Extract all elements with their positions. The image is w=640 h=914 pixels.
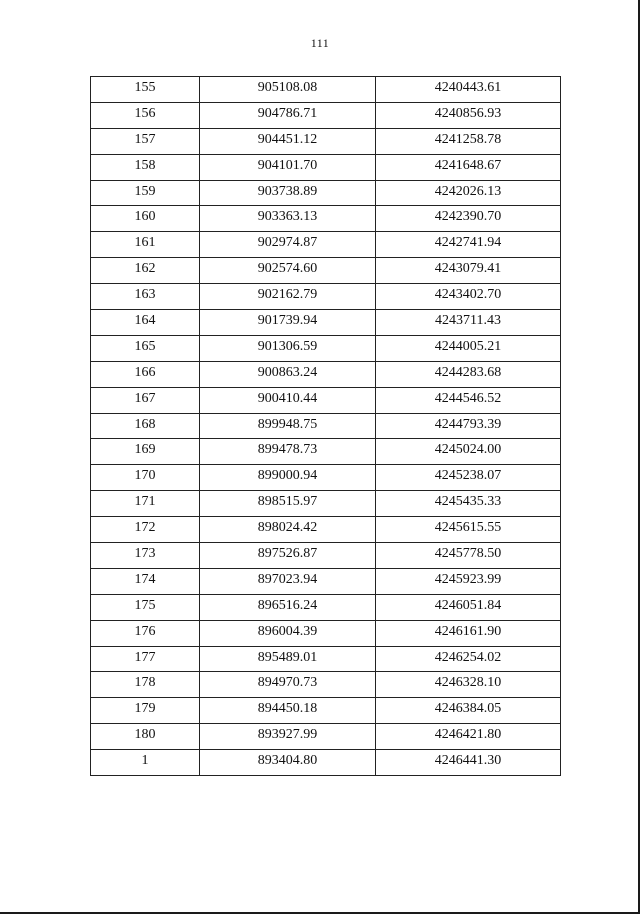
x-coordinate-cell: 894450.18 [200,698,376,724]
point-id-cell: 173 [91,543,200,569]
x-coordinate-cell: 900410.44 [200,387,376,413]
point-id-cell: 175 [91,594,200,620]
point-id-cell: 170 [91,465,200,491]
x-coordinate-cell: 901306.59 [200,335,376,361]
table-row [91,387,561,413]
x-coordinate-cell: 893927.99 [200,724,376,750]
table-row [91,310,561,336]
table-row [91,361,561,387]
point-id-cell: 155 [91,77,200,103]
y-coordinate-cell: 4242026.13 [376,180,561,206]
x-coordinate-cell: 898515.97 [200,491,376,517]
x-coordinate-cell: 899000.94 [200,465,376,491]
y-coordinate-cell: 4242390.70 [376,206,561,232]
y-coordinate-cell: 4244546.52 [376,387,561,413]
x-coordinate-cell: 901739.94 [200,310,376,336]
y-coordinate-cell: 4243402.70 [376,284,561,310]
y-coordinate-cell: 4244793.39 [376,413,561,439]
point-id-cell: 166 [91,361,200,387]
x-coordinate-cell: 896516.24 [200,594,376,620]
x-coordinate-cell: 900863.24 [200,361,376,387]
table-row [91,128,561,154]
x-coordinate-cell: 902574.60 [200,258,376,284]
table-row [91,439,561,465]
table-row [91,258,561,284]
y-coordinate-cell: 4241258.78 [376,128,561,154]
point-id-cell: 158 [91,154,200,180]
x-coordinate-cell: 895489.01 [200,646,376,672]
table-row [91,284,561,310]
table-row [91,413,561,439]
point-id-cell: 180 [91,724,200,750]
point-id-cell: 172 [91,517,200,543]
point-id-cell: 168 [91,413,200,439]
table-row [91,491,561,517]
x-coordinate-cell: 902162.79 [200,284,376,310]
x-coordinate-cell: 896004.39 [200,620,376,646]
table-row [91,465,561,491]
x-coordinate-cell: 899478.73 [200,439,376,465]
y-coordinate-cell: 4246441.30 [376,750,561,776]
point-id-cell: 156 [91,102,200,128]
table-row [91,568,561,594]
point-id-cell: 179 [91,698,200,724]
point-id-cell: 167 [91,387,200,413]
y-coordinate-cell: 4246161.90 [376,620,561,646]
table-row [91,77,561,103]
y-coordinate-cell: 4243079.41 [376,258,561,284]
table-row [91,750,561,776]
point-id-cell: 177 [91,646,200,672]
x-coordinate-cell: 905108.08 [200,77,376,103]
point-id-cell: 169 [91,439,200,465]
y-coordinate-cell: 4245024.00 [376,439,561,465]
table-row [91,232,561,258]
x-coordinate-cell: 903363.13 [200,206,376,232]
coordinate-table [90,76,561,776]
y-coordinate-cell: 4240856.93 [376,102,561,128]
x-coordinate-cell: 897526.87 [200,543,376,569]
x-coordinate-cell: 904101.70 [200,154,376,180]
y-coordinate-cell: 4246384.05 [376,698,561,724]
x-coordinate-cell: 899948.75 [200,413,376,439]
x-coordinate-cell: 893404.80 [200,750,376,776]
point-id-cell: 161 [91,232,200,258]
point-id-cell: 165 [91,335,200,361]
table-row [91,102,561,128]
table-row [91,724,561,750]
y-coordinate-cell: 4246254.02 [376,646,561,672]
point-id-cell: 164 [91,310,200,336]
table-row [91,543,561,569]
table-row [91,594,561,620]
table-row [91,206,561,232]
y-coordinate-cell: 4246421.80 [376,724,561,750]
point-id-cell: 163 [91,284,200,310]
point-id-cell: 176 [91,620,200,646]
y-coordinate-cell: 4241648.67 [376,154,561,180]
point-id-cell: 178 [91,672,200,698]
y-coordinate-cell: 4245238.07 [376,465,561,491]
y-coordinate-cell: 4244005.21 [376,335,561,361]
point-id-cell: 1 [91,750,200,776]
y-coordinate-cell: 4242741.94 [376,232,561,258]
x-coordinate-cell: 903738.89 [200,180,376,206]
y-coordinate-cell: 4243711.43 [376,310,561,336]
table-row [91,517,561,543]
point-id-cell: 171 [91,491,200,517]
point-id-cell: 174 [91,568,200,594]
x-coordinate-cell: 898024.42 [200,517,376,543]
point-id-cell: 157 [91,128,200,154]
point-id-cell: 159 [91,180,200,206]
table-row [91,180,561,206]
x-coordinate-cell: 894970.73 [200,672,376,698]
page-number: 111 [310,36,330,50]
table-row [91,672,561,698]
y-coordinate-cell: 4246328.10 [376,672,561,698]
y-coordinate-cell: 4245778.50 [376,543,561,569]
table-row [91,646,561,672]
point-id-cell: 160 [91,206,200,232]
x-coordinate-cell: 904451.12 [200,128,376,154]
point-id-cell: 162 [91,258,200,284]
y-coordinate-cell: 4246051.84 [376,594,561,620]
x-coordinate-cell: 902974.87 [200,232,376,258]
y-coordinate-cell: 4245615.55 [376,517,561,543]
x-coordinate-cell: 897023.94 [200,568,376,594]
y-coordinate-cell: 4240443.61 [376,77,561,103]
coordinate-table-body [91,77,561,776]
y-coordinate-cell: 4244283.68 [376,361,561,387]
table-row [91,620,561,646]
table-row [91,335,561,361]
x-coordinate-cell: 904786.71 [200,102,376,128]
y-coordinate-cell: 4245435.33 [376,491,561,517]
table-row [91,154,561,180]
y-coordinate-cell: 4245923.99 [376,568,561,594]
table-row [91,698,561,724]
